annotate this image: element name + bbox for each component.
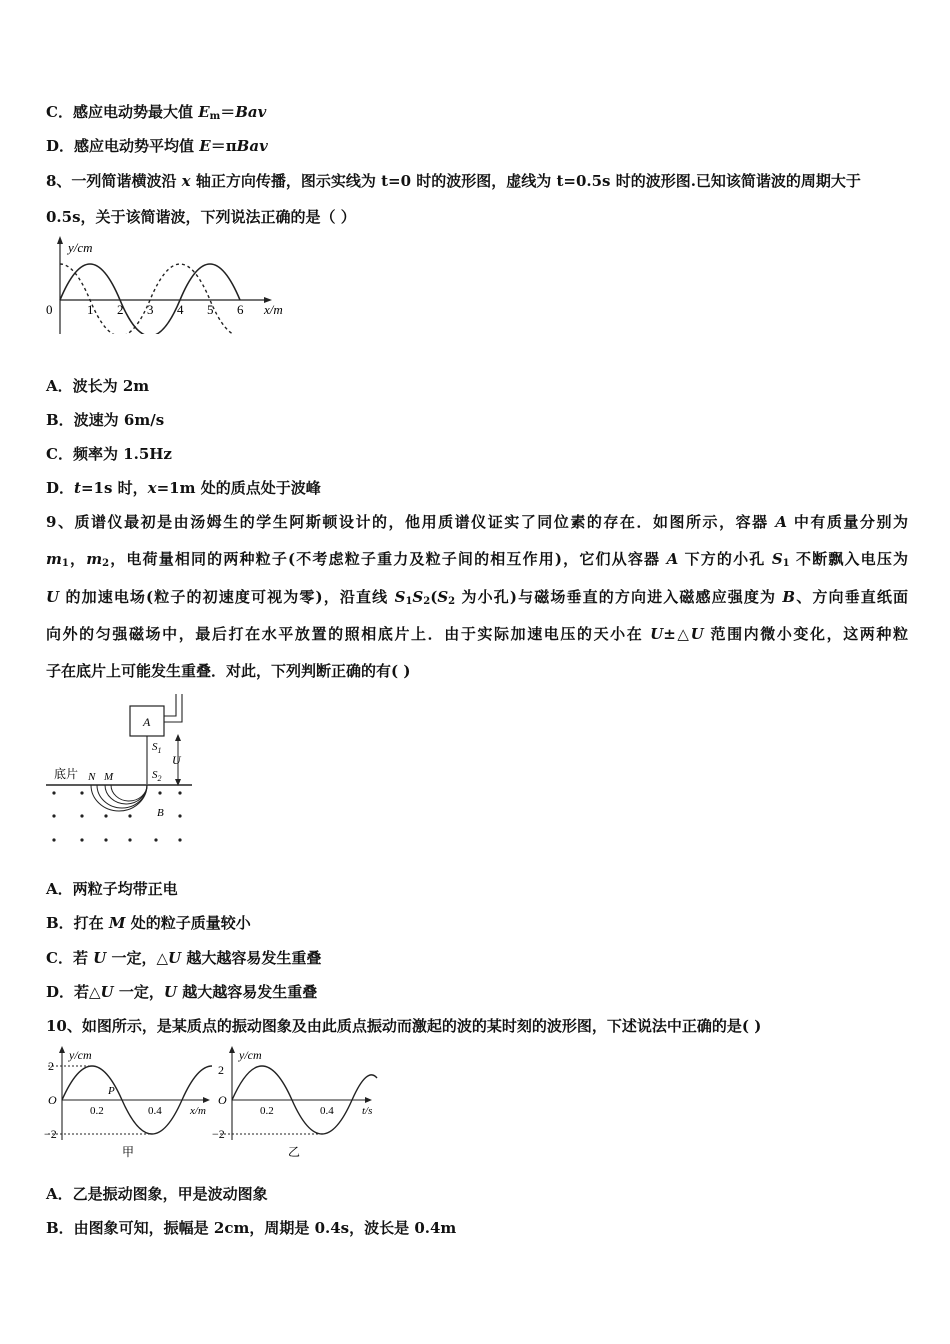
point-p: P [108,1085,115,1097]
yi-tick: 0.4 [320,1105,334,1117]
jia-x-label: x/m [190,1105,206,1117]
q9-spectrometer-figure [44,692,194,852]
q9-stem-line2: $m_1$，$m_2$，电荷量相同的两种粒子(不考虑粒子重力及粒子间的相互作用)，它们从容器 A 下方的小孔 $S_1$ 不断飘入电压为 [46,550,909,569]
inlet-pipe-outer [164,694,182,722]
q7-option-d: D．感应电动势平均值 E＝πBav [46,137,268,155]
q9-option-a: A．两粒子均带正电 [46,880,178,898]
q10-figure-yi [212,1044,382,1162]
inlet-pipe [164,694,176,716]
q9-option-d: D．若△U 一定，U 越大越容易发生重叠 [46,983,318,1001]
q9-option-c: C．若 U 一定，△U 越大越容易发生重叠 [46,949,322,967]
jia-ymax: 2 [48,1059,54,1073]
q8-option-b: B．波速为 6m/s [46,411,165,429]
q9-stem-line4: 向外的匀强磁场中，最后打在水平放置的照相底片上．由于实际加速电压的天小在 U±△U 范围内微小变化，这两种粒 [46,625,908,643]
q9-option-b: B．打在 M 处的粒子质量较小 [46,914,251,932]
q10-option-a: A．乙是振动图象，甲是波动图象 [46,1185,268,1203]
n-label: N [88,771,96,783]
yi-y-label: y/cm [239,1048,262,1062]
plate-label: 底片 [54,767,79,781]
q9-stem-line3: U 的加速电场(粒子的初速度可视为零)，沿直线 $S_1S_2(S_2$ 为小孔)与磁场垂直的方向进入磁感应强度为 B、方向垂直纸面 [46,588,908,607]
jia-caption: 甲 [122,1145,135,1159]
s2-label: $S_2$ [152,769,162,783]
q8-tick: 6 [237,302,244,317]
q8-tick: 1 [87,302,94,317]
jia-ymin: −2 [44,1127,57,1141]
s1-label: $S_1$ [152,741,162,755]
container-a-label: A [143,715,151,729]
q8-solid-wave [60,264,240,334]
yi-caption: 乙 [288,1145,301,1159]
yi-origin: O [218,1093,227,1107]
jia-tick: 0.2 [90,1105,104,1117]
q10-stem: 10、如图所示，是某质点的振动图象及由此质点振动而激起的波的某时刻的波形图，下述说法中正确的是( ) [46,1017,762,1035]
yi-tick: 0.2 [260,1105,274,1117]
jia-origin: O [48,1093,57,1107]
yi-ymax: 2 [218,1063,224,1077]
jia-y-label: y/cm [69,1048,92,1062]
q9-stem-line1: 9、质谱仪最初是由汤姆生的学生阿斯顿设计的，他用质谱仪证实了同位素的存在．如图所示，容器 A 中有质量分别为 [46,513,908,531]
q8-option-a: A．波长为 2m [46,377,150,395]
q8-stem-line1: 8、一列简谐横波沿 x 轴正方向传播，图示实线为 t=0 时的波形图，虚线为 t=0.5s 时的波形图.已知该简谐波的周期大于 [46,172,861,190]
q9-stem-line5: 子在底片上可能发生重叠．对此，下列判断正确的有( ) [46,662,411,680]
q8-dashed-wave [60,264,240,334]
q8-origin: 0 [46,302,53,317]
u-label: U [172,753,181,767]
q8-option-c: C．频率为 1.5Hz [46,445,172,463]
q8-tick: 5 [207,302,214,317]
q8-x-label: x/m [264,302,283,317]
q8-tick: 2 [117,302,124,317]
q8-tick: 4 [177,302,184,317]
q8-tick: 3 [147,302,154,317]
q7-option-c: C．感应电动势最大值 $E_m=Bav$ [46,103,267,122]
q8-y-label: y/cm [68,240,93,255]
jia-tick: 0.4 [148,1105,162,1117]
q10-figure-jia [42,1044,222,1162]
q8-y-arrow [57,236,63,244]
yi-x-label: t/s [362,1105,373,1117]
q8-option-d: D．t=1s 时，x=1m 处的质点处于波峰 [46,479,321,497]
q8-stem-line2: 0.5s，关于该简谐波，下列说法正确的是（ ） [46,208,356,226]
b-label: B [157,807,164,819]
q10-option-b: B．由图象可知，振幅是 2cm，周期是 0.4s，波长是 0.4m [46,1219,457,1237]
yi-ymin: −2 [212,1127,225,1141]
m-label: M [104,771,114,783]
q8-wave-figure [40,234,300,334]
